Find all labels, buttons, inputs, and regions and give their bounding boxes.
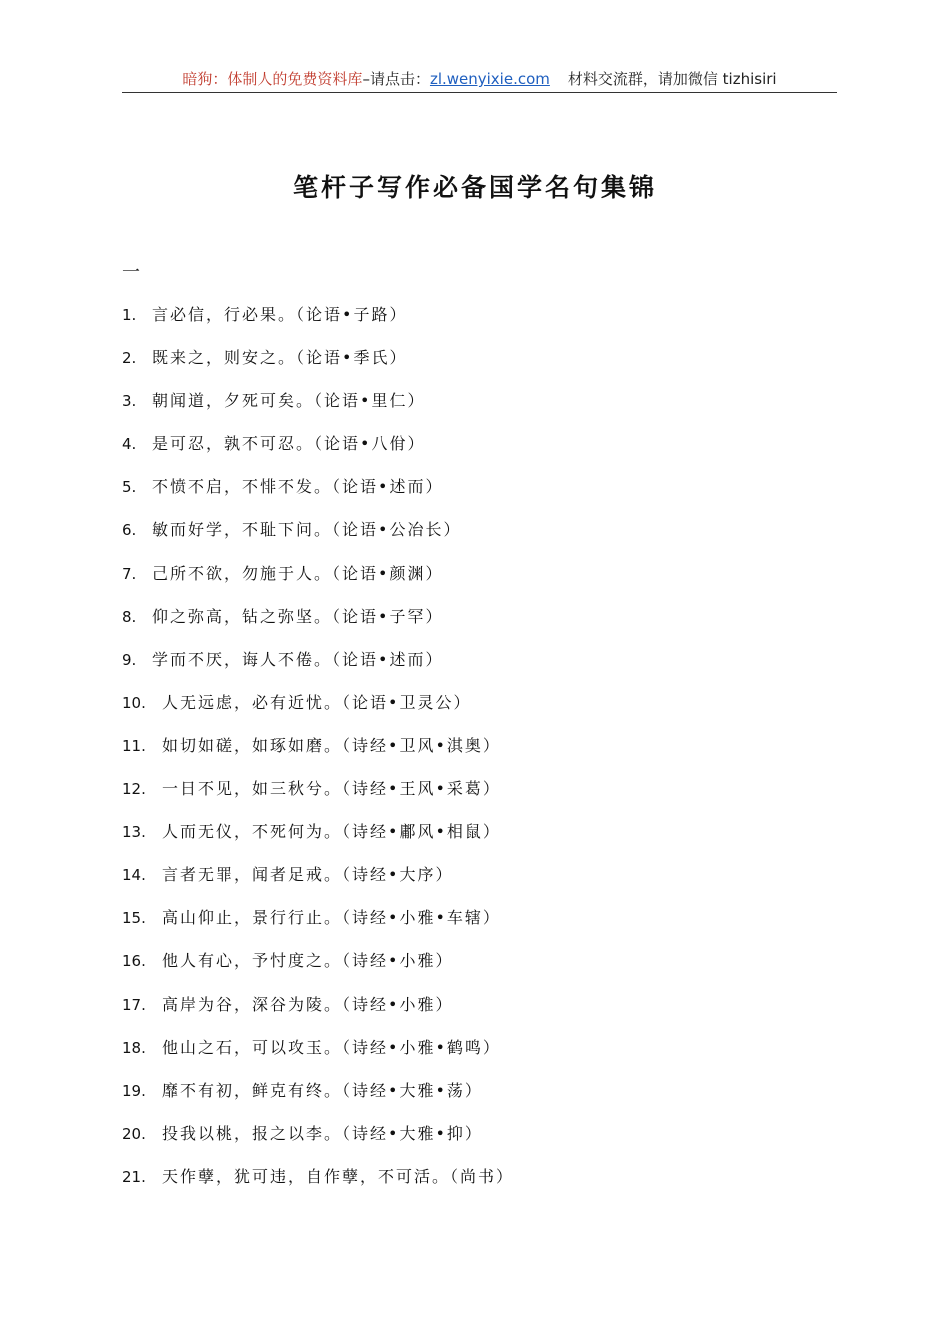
item-text: 人无远虑，必有近忧。（论语•卫灵公）	[162, 692, 472, 712]
item-number: 4.	[122, 435, 137, 454]
item-number: 16.	[122, 952, 146, 971]
item-number: 3.	[122, 392, 137, 411]
header-contact: 材料交流群，请加微信 tizhisiri	[567, 70, 777, 88]
item-number: 13.	[122, 823, 146, 842]
item-text: 既来之，则安之。（论语•季氏）	[152, 348, 408, 368]
item-number: 12.	[122, 780, 146, 799]
list-item	[122, 946, 514, 989]
item-text: 敏而好学，不耻下问。（论语•公冶长）	[152, 520, 462, 540]
list-item	[122, 645, 514, 688]
item-text: 学而不厌，诲人不倦。（论语•述而）	[152, 649, 444, 669]
item-text: 如切如磋，如琢如磨。（诗经•卫风•淇奥）	[162, 735, 501, 755]
item-number: 21.	[122, 1167, 146, 1186]
list-item	[122, 731, 514, 774]
list-item	[122, 688, 514, 731]
item-number: 5.	[122, 478, 137, 497]
item-number: 7.	[122, 564, 137, 583]
header-click-prompt: –请点击：	[362, 70, 430, 88]
item-number: 6.	[122, 521, 137, 540]
item-text: 他人有心，予忖度之。（诗经•小雅）	[162, 951, 454, 971]
page-title: 笔杆子写作必备国学名句集锦	[292, 173, 657, 202]
list-item	[122, 1076, 514, 1119]
header-brand: 暗狗：体制人的免费资料库	[182, 70, 363, 88]
item-text: 高山仰止，景行行止。（诗经•小雅•车辖）	[162, 908, 501, 928]
list-item	[122, 903, 514, 946]
item-text: 是可忍，孰不可忍。（论语•八佾）	[152, 434, 426, 454]
item-number: 9.	[122, 650, 137, 669]
item-number: 2.	[122, 349, 137, 368]
list-item	[122, 472, 514, 515]
item-number: 14.	[122, 866, 146, 885]
header-link[interactable]: zl.wenyixie.com	[429, 70, 550, 88]
list-item	[122, 1119, 514, 1162]
page-header	[122, 68, 837, 93]
item-text: 高岸为谷，深谷为陵。（诗经•小雅）	[162, 994, 454, 1014]
list-item	[122, 559, 514, 602]
list-item	[122, 817, 514, 860]
list-item	[122, 1033, 514, 1076]
item-number: 15.	[122, 909, 146, 928]
item-number: 18.	[122, 1038, 146, 1057]
item-number: 17.	[122, 995, 146, 1014]
item-number: 10.	[122, 693, 146, 712]
section-mark: 一	[122, 262, 140, 283]
item-text: 言者无罪，闻者足戒。（诗经•大序）	[162, 865, 454, 885]
item-text: 靡不有初，鲜克有终。（诗经•大雅•荡）	[162, 1080, 483, 1100]
item-number: 20.	[122, 1124, 146, 1143]
item-number: 1.	[122, 306, 137, 324]
quote-list	[122, 300, 514, 1205]
item-number: 8.	[122, 607, 137, 626]
list-item	[122, 386, 514, 429]
list-item	[122, 602, 514, 645]
list-item	[122, 1162, 514, 1205]
item-text: 言必信，行必果。（论语•子路）	[152, 305, 408, 324]
item-text: 人而无仪，不死何为。（诗经•鄘风•相鼠）	[162, 822, 501, 842]
item-number: 11.	[122, 736, 146, 755]
item-text: 己所不欲，勿施于人。（论语•颜渊）	[152, 563, 444, 583]
item-number: 19.	[122, 1081, 146, 1100]
item-text: 天作孽，犹可违，自作孽，不可活。（尚书）	[162, 1166, 515, 1186]
list-item	[122, 860, 514, 903]
item-text: 投我以桃，报之以李。（诗经•大雅•抑）	[162, 1123, 483, 1143]
item-text: 仰之弥高，钻之弥坚。（论语•子罕）	[152, 606, 444, 626]
list-item	[122, 990, 514, 1033]
list-item	[122, 300, 514, 343]
item-text: 不愤不启，不悱不发。（论语•述而）	[152, 477, 444, 497]
item-text: 他山之石，可以攻玉。（诗经•小雅•鹤鸣）	[162, 1037, 501, 1057]
list-item	[122, 515, 514, 558]
list-item	[122, 429, 514, 472]
item-text: 一日不见，如三秋兮。（诗经•王风•采葛）	[162, 779, 501, 799]
list-item	[122, 343, 514, 386]
item-text: 朝闻道，夕死可矣。（论语•里仁）	[152, 391, 426, 411]
list-item	[122, 774, 514, 817]
